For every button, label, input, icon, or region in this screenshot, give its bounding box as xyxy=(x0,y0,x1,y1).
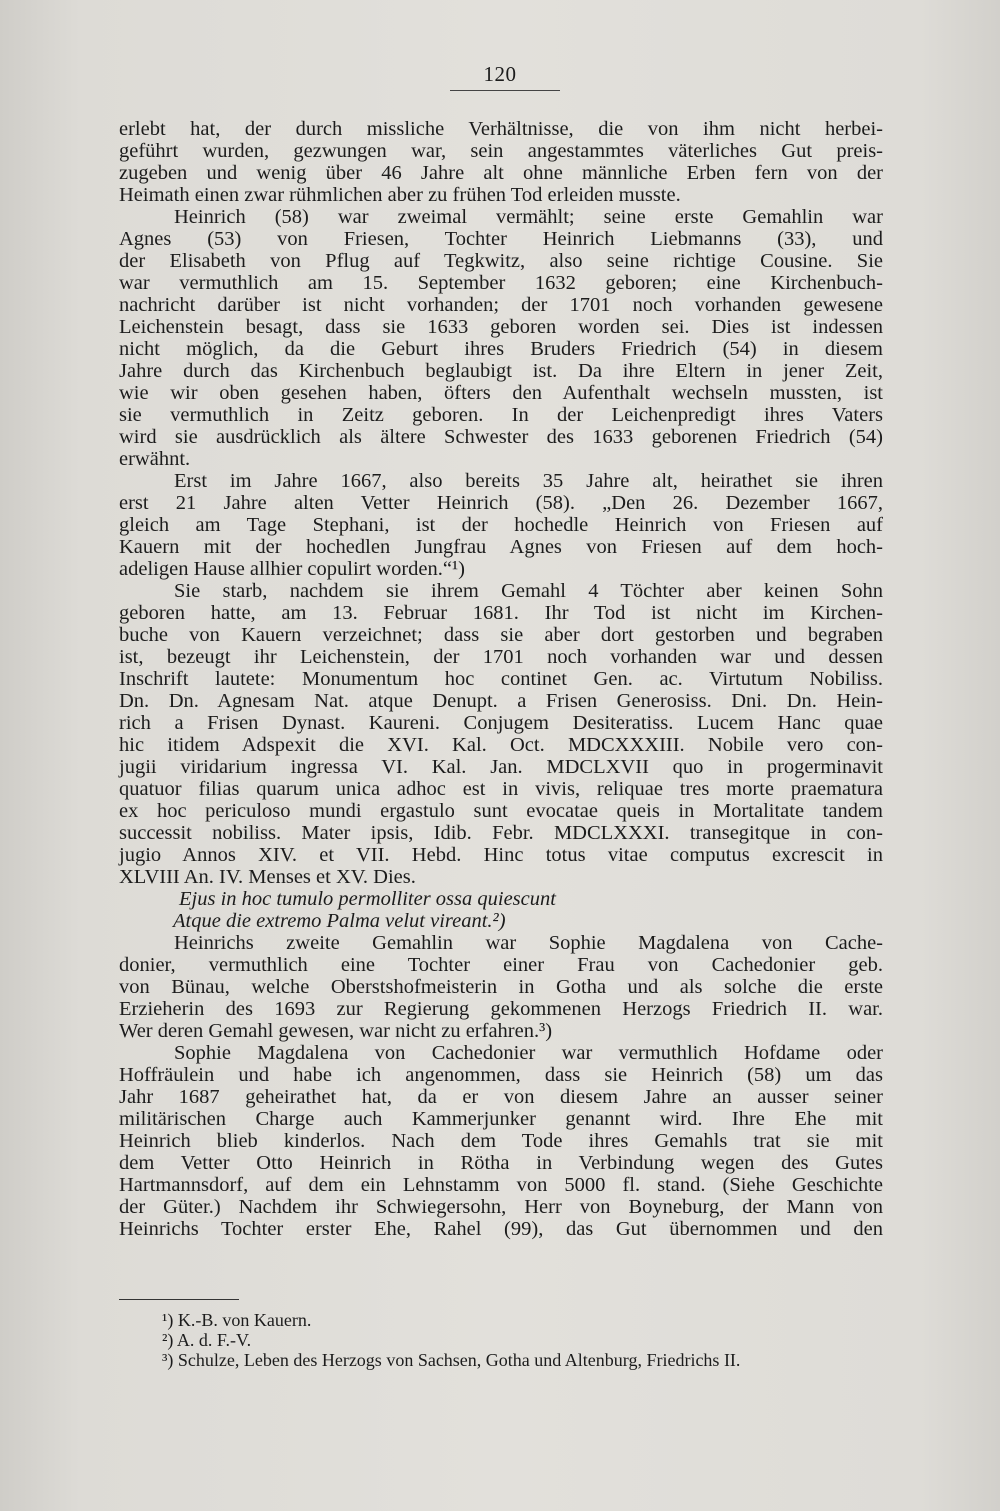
text-line: war vermuthlich am 15. September 1632 geboren; eine Kirchenbuch- xyxy=(119,272,883,294)
text-line: ex hoc periculoso mundi ergastulo sunt evocatae queis in Mortalitate tandem xyxy=(119,800,883,822)
text-line: gleich am Tage Stephani, ist der hochedle Heinrich von Friesen auf xyxy=(119,514,883,536)
text-line: wird sie ausdrücklich als ältere Schwester des 1633 geborenen Friedrich (54) xyxy=(119,426,883,448)
text-line: Heinrich (58) war zweimal vermählt; seine erste Gemahlin war xyxy=(174,206,883,228)
text-line: erlebt hat, der durch missliche Verhältnisse, die von ihm nicht herbei- xyxy=(119,118,883,140)
text-line: Hoffräulein und habe ich angenommen, dass sie Heinrich (58) um das xyxy=(119,1064,883,1086)
text-line: sie vermuthlich in Zeitz geboren. In der Leichenpredigt ihres Vaters xyxy=(119,404,883,426)
text-line: Kauern mit der hochedlen Jungfrau Agnes von Friesen auf dem hoch- xyxy=(119,536,883,558)
text-line: geboren hatte, am 13. Februar 1681. Ihr Tod ist nicht im Kirchen- xyxy=(119,602,883,624)
text-line: Agnes (53) von Friesen, Tochter Heinrich Liebmanns (33), und xyxy=(119,228,883,250)
footnote: ²) A. d. F.-V. xyxy=(162,1330,252,1350)
text-line: Leichenstein besagt, dass sie 1633 geboren worden sei. Dies ist indessen xyxy=(119,316,883,338)
text-line: dem Vetter Otto Heinrich in Rötha in Verbindung wegen des Gutes xyxy=(119,1152,883,1174)
text-line: Jahre durch das Kirchenbuch beglaubigt ist. Da ihre Eltern in jener Zeit, xyxy=(119,360,883,382)
footnote: ¹) K.-B. von Kauern. xyxy=(162,1310,312,1330)
text-line: ist, bezeugt ihr Leichenstein, der 1701 noch vorhanden war und dessen xyxy=(119,646,883,668)
text-line: Heimath einen zwar rühmlichen aber zu frühen Tod erleiden musste. xyxy=(119,184,681,206)
footnote-divider xyxy=(119,1299,239,1300)
text-line: Hartmannsdorf, auf dem ein Lehnstamm von 5000 fl. stand. (Siehe Geschichte xyxy=(119,1174,883,1196)
text-line: adeligen Hause allhier copulirt worden.“¹) xyxy=(119,558,465,580)
text-line: von Bünau, welche Oberstshofmeisterin in Gotha und als solche die erste xyxy=(119,976,883,998)
text-line: hic itidem Adspexit die XVI. Kal. Oct. MDCXXXIII. Nobile vero con- xyxy=(119,734,883,756)
text-line: jugii viridarium ingressa VI. Kal. Jan. MDCLXVII quo in progerminavit xyxy=(119,756,883,778)
text-line: buche von Kauern verzeichnet; dass sie aber dort gestorben und begraben xyxy=(119,624,883,646)
text-line: Sie starb, nachdem sie ihrem Gemahl 4 Töchter aber keinen Sohn xyxy=(174,580,883,602)
text-line: nachricht darüber ist nicht vorhanden; der 1701 noch vorhanden gewesene xyxy=(119,294,883,316)
text-line: rich a Frisen Dynast. Kaureni. Conjugem Desiteratiss. Lucem Hanc quae xyxy=(119,712,883,734)
text-line: Heinrichs zweite Gemahlin war Sophie Magdalena von Cache- xyxy=(174,932,883,954)
text-line: XLVIII An. IV. Menses et XV. Dies. xyxy=(119,866,416,888)
page-number: 120 xyxy=(483,62,517,86)
text-line: Wer deren Gemahl gewesen, war nicht zu erfahren.³) xyxy=(119,1020,553,1042)
text-line: Dn. Dn. Agnesam Nat. atque Denupt. a Frisen Generosiss. Dni. Dn. Hein- xyxy=(119,690,883,712)
text-line: Heinrichs Tochter erster Ehe, Rahel (99), das Gut übernommen und den xyxy=(119,1218,883,1240)
text-line: donier, vermuthlich eine Tochter einer Frau von Cachedonier geb. xyxy=(119,954,883,976)
text-line: Atque die extremo Palma velut vireant.²) xyxy=(173,910,506,932)
footnote: ³) Schulze, Leben des Herzogs von Sachsen, Gotha und Altenburg, Friedrichs II. xyxy=(162,1350,741,1370)
text-line: Jahr 1687 geheirathet hat, da er von diesem Jahre an ausser seiner xyxy=(119,1086,883,1108)
text-line: Ejus in hoc tumulo permolliter ossa quiescunt xyxy=(179,888,556,910)
text-line: Inschrift lautete: Monumentum hoc continet Gen. ac. Virtutum Nobiliss. xyxy=(119,668,883,690)
text-line: der Güter.) Nachdem ihr Schwiegersohn, Herr von Boyneburg, der Mann von xyxy=(119,1196,883,1218)
text-line: geführt wurden, gezwungen war, sein angestammtes väterliches Gut preis- xyxy=(119,140,883,162)
page-number-rule xyxy=(450,90,560,91)
text-line: erwähnt. xyxy=(119,448,191,470)
text-line: quatuor filias quarum unica adhoc est in vivis, reliquae tres morte praematura xyxy=(119,778,883,800)
text-line: Sophie Magdalena von Cachedonier war vermuthlich Hofdame oder xyxy=(174,1042,883,1064)
text-line: wie wir oben gesehen haben, öfters den Aufenthalt wechseln mussten, ist xyxy=(119,382,883,404)
text-line: successit nobiliss. Mater ipsis, Idib. Febr. MDCLXXXI. transegitque in con- xyxy=(119,822,883,844)
text-line: militärischen Charge auch Kammerjunker genannt wird. Ihre Ehe mit xyxy=(119,1108,883,1130)
body-text xyxy=(119,118,883,1240)
text-line: Erst im Jahre 1667, also bereits 35 Jahre alt, heirathet sie ihren xyxy=(174,470,883,492)
text-line: Heinrich blieb kinderlos. Nach dem Tode ihres Gemahls trat sie mit xyxy=(119,1130,883,1152)
footnotes xyxy=(162,1310,882,1370)
text-line: Erzieherin des 1693 zur Regierung gekommenen Herzogs Friedrich II. war. xyxy=(119,998,883,1020)
text-line: zugeben und wenig über 46 Jahre alt ohne männliche Erben fern von der xyxy=(119,162,883,184)
text-line: der Elisabeth von Pflug auf Tegkwitz, also seine richtige Cousine. Sie xyxy=(119,250,883,272)
text-line: jugio Annos XIV. et VII. Hebd. Hinc totus vitae computus excrescit in xyxy=(119,844,883,866)
text-line: nicht möglich, da die Geburt ihres Bruders Friedrich (54) in diesem xyxy=(119,338,883,360)
text-line: erst 21 Jahre alten Vetter Heinrich (58). „Den 26. Dezember 1667, xyxy=(119,492,883,514)
